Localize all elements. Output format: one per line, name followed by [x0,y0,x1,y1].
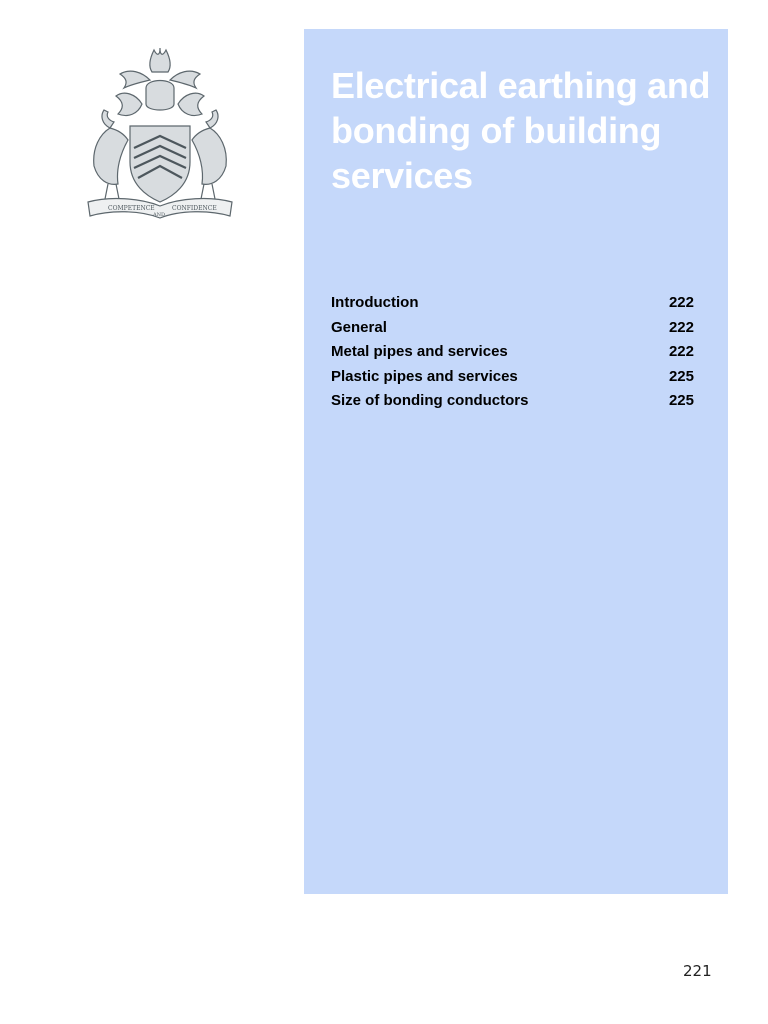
chapter-title: Electrical earthing and bonding of building services [331,65,711,196]
toc-entry-page: 222 [668,318,694,336]
toc-entry-label: General [331,318,387,336]
svg-text:COMPETENCE: COMPETENCE [108,205,155,212]
toc-entry-page: 222 [668,294,694,311]
toc-entry[interactable] [331,342,694,367]
toc-entry-page: 225 [668,367,694,385]
chapter-panel [304,29,728,894]
toc-entry[interactable] [331,391,694,416]
table-of-contents [331,293,694,416]
toc-entry-label: Metal pipes and services [331,343,508,360]
toc-entry-label: Plastic pipes and services [331,367,518,385]
page-number: 221 [683,962,712,980]
svg-text:CONFIDENCE: CONFIDENCE [172,205,217,212]
toc-entry-page: 222 [668,343,694,360]
toc-entry-page: 225 [668,392,694,409]
toc-entry-label: Introduction [331,294,419,311]
toc-entry-label: Size of bonding conductors [331,392,529,409]
toc-entry[interactable] [331,367,694,392]
svg-text:AND: AND [153,212,165,218]
coat-of-arms-icon [80,44,240,224]
toc-entry[interactable] [331,318,694,343]
toc-entry[interactable] [331,293,694,318]
